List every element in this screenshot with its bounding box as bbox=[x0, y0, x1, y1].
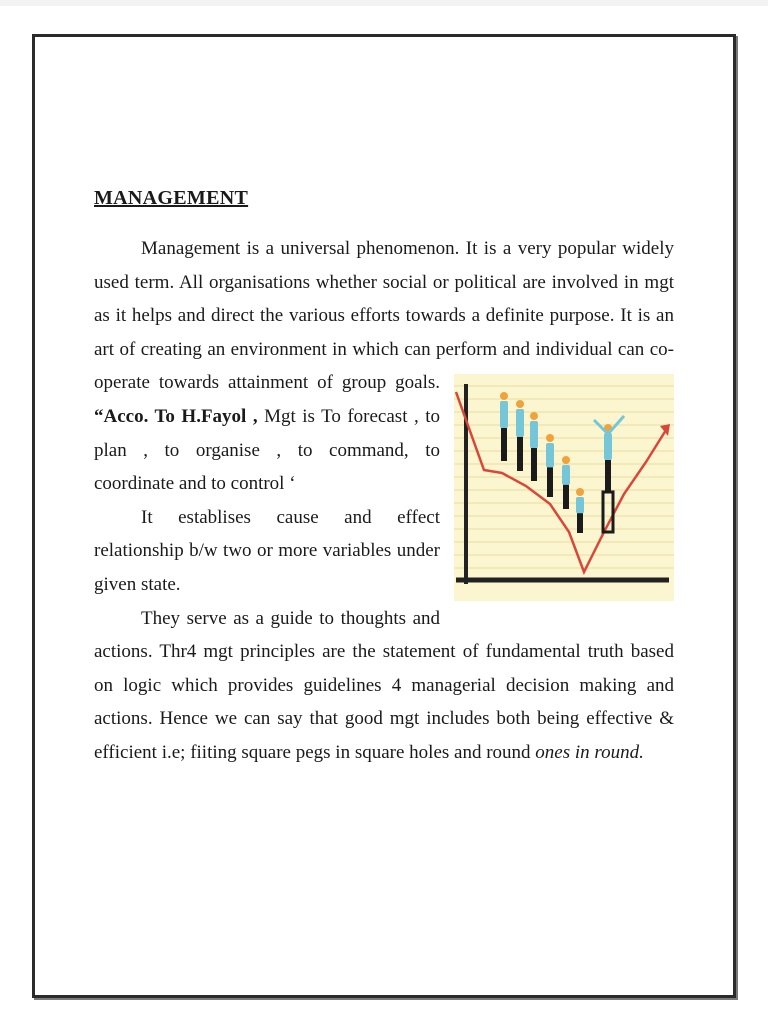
person-head bbox=[576, 488, 584, 496]
paragraph-cause-effect: It establises cause and effect relationship b/w two or more variables under given state. bbox=[94, 506, 440, 595]
person-body bbox=[530, 421, 538, 448]
person-legs bbox=[605, 460, 611, 493]
person-head bbox=[562, 456, 570, 464]
person-head bbox=[516, 400, 524, 408]
person-legs bbox=[547, 468, 553, 498]
top-strip bbox=[0, 0, 768, 6]
principles-italic: ones in round. bbox=[535, 741, 644, 763]
fayol-quote-text: Mgt is To forecast , to plan , to organise , to command, to coordinate and to control ‘ bbox=[94, 405, 440, 495]
management-illustration bbox=[454, 374, 674, 601]
person-head bbox=[530, 412, 538, 420]
page-title: MANAGEMENT bbox=[94, 187, 249, 209]
person-body bbox=[500, 401, 508, 428]
principles-text: They serve as a guide to thoughts and actions. Thr4 mgt principles are the statement of fundamental truth based on logic which provides guidelines 4 managerial decision making and actions. Hence we can say that good mgt includes both being effective & efficient i.e; fiiting square pegs in square holes and round bbox=[94, 607, 674, 763]
person-legs bbox=[531, 448, 537, 481]
person-legs bbox=[577, 514, 583, 534]
person-body bbox=[604, 433, 612, 460]
person-head bbox=[546, 434, 554, 442]
fayol-quote-attribution: “Acco. To H.Fayol , bbox=[94, 405, 258, 427]
document-body bbox=[94, 184, 674, 770]
person-head bbox=[500, 392, 508, 400]
person-legs bbox=[501, 428, 507, 461]
person-legs bbox=[517, 437, 523, 471]
person-body bbox=[562, 465, 570, 485]
intro-text: Management is a universal phenomenon. It is a very popular widely used term. All organisations whether social or political are involved in mgt as it helps and direct the various efforts towards a definite purpose. It is an art of creating an environment in which can perform and individual can co-operate towards attainment of group goals. bbox=[94, 238, 674, 394]
person-body bbox=[576, 497, 584, 513]
management-illustration-svg bbox=[454, 374, 674, 601]
person-body bbox=[516, 409, 524, 437]
person-body bbox=[546, 443, 554, 467]
person-legs bbox=[563, 485, 569, 509]
paragraph-intro bbox=[94, 232, 674, 501]
paragraph-principles bbox=[94, 602, 674, 770]
